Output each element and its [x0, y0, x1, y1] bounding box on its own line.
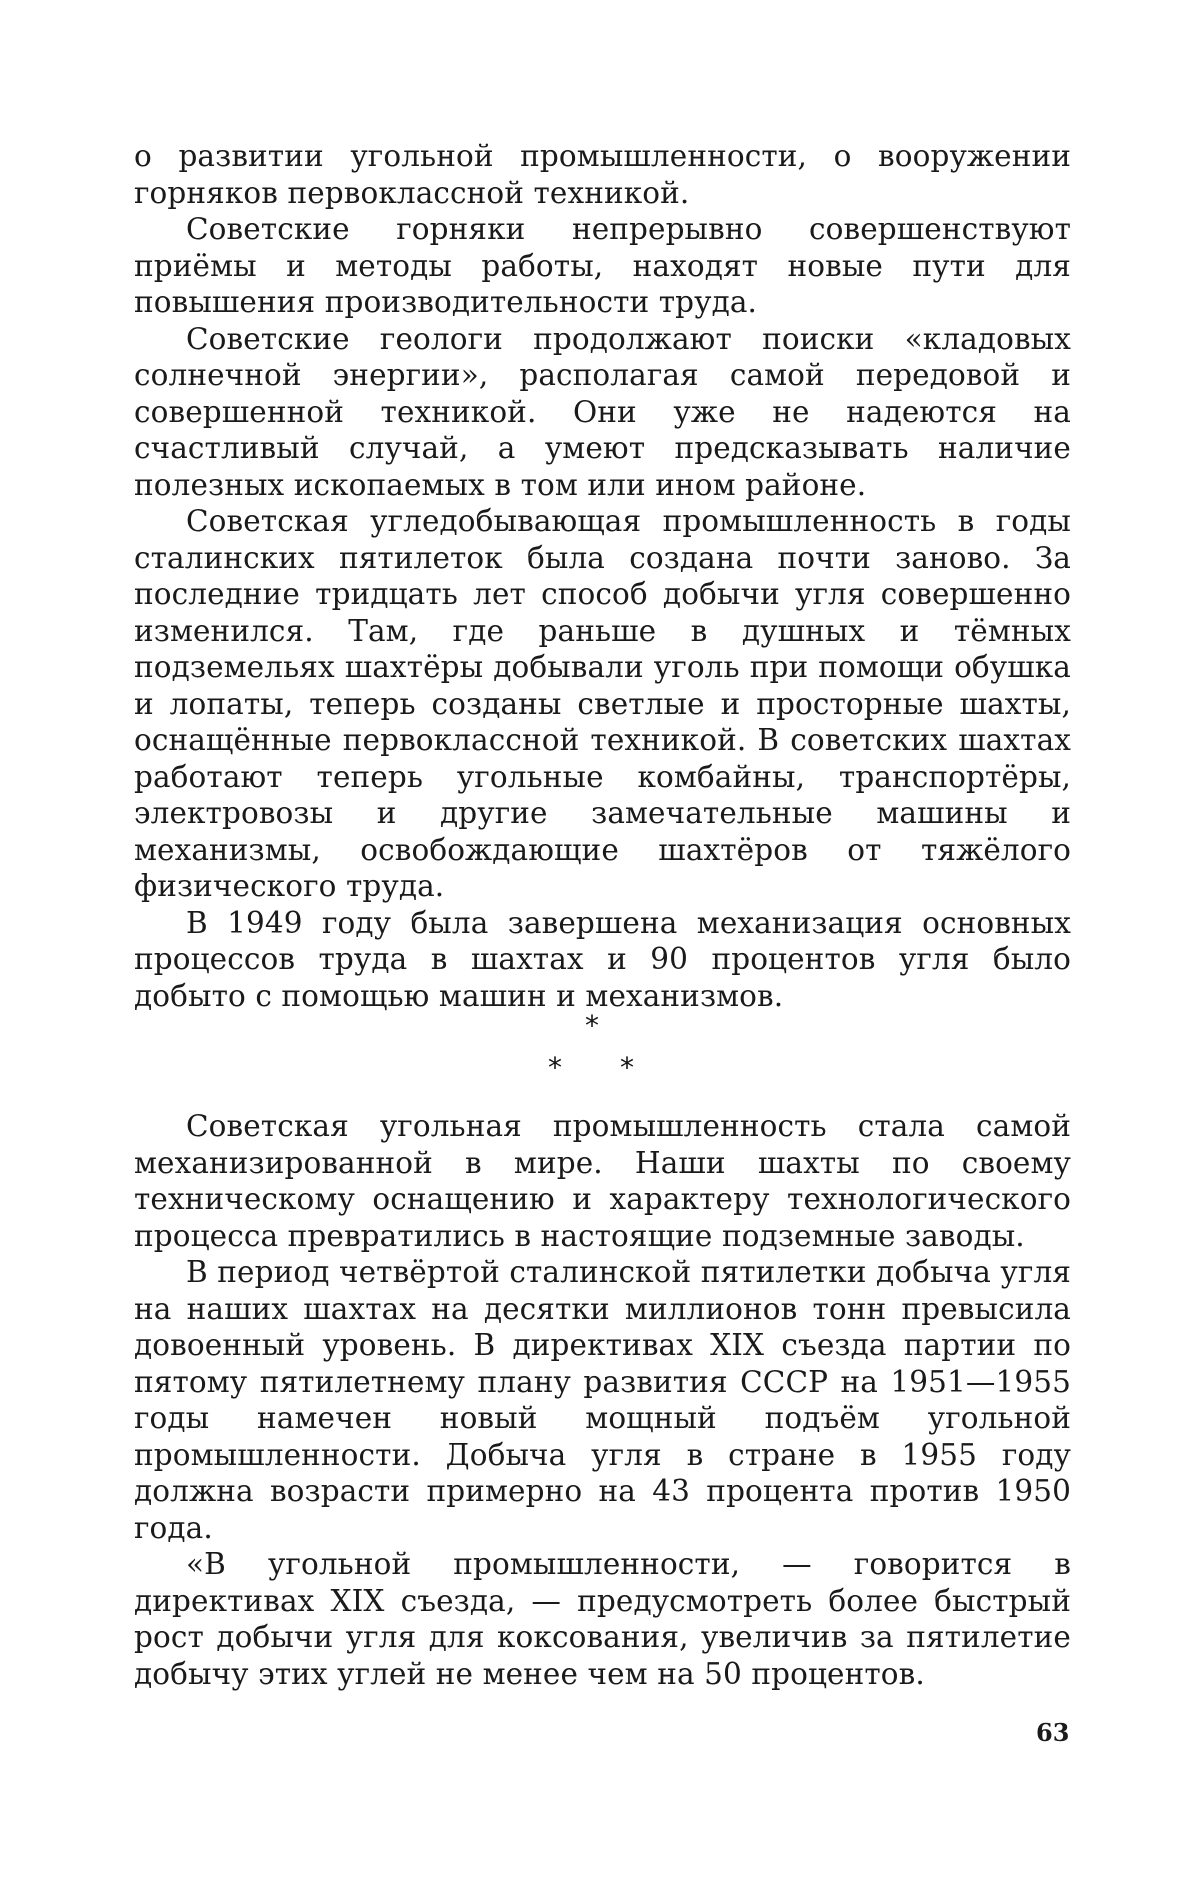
paragraph-most-mechanized: Советская угольная промышленность стала самой механизированной в мире. Наши шахты по своему техническому оснащению и характеру технологического процесса превратились в настоящие подземные заводы.: [134, 1108, 1071, 1254]
paragraph-congress-directive-quote: «В угольной промышленности, — говорится в директивах XIX съезда, — предусмотреть более быстрый рост добычи угля для коксования, увеличив за пятилетие добычу этих углей не менее чем на 50 процентов.: [134, 1546, 1071, 1692]
text-section-bottom: [134, 1108, 1071, 1692]
separator-star: *: [548, 1054, 562, 1082]
paragraph-fourth-five-year-plan: В период четвёртой сталинской пятилетки добыча угля на наших шахтах на десятки миллионов тонн превысила довоенный уровень. В директивах XIX съезда партии по пятому пятилетнему плану развития СССР на 1951—1955 годы намечен новый мощный подъём угольной промышленности. Добыча угля в стране в 1955 году должна возрасти примерно на 43 процента против 1950 года.: [134, 1254, 1071, 1546]
paragraph-mechanization-1949: В 1949 году была завершена механизация основных процессов труда в шахтах и 90 процентов угля было добыто с помощью машин и механизмов.: [134, 905, 1071, 1015]
page-number: 63: [1036, 1718, 1069, 1747]
text-section-top: [134, 138, 1071, 1014]
paragraph-miners: Советские горняки непрерывно совершенствуют приёмы и методы работы, находят новые пути для повышения производительности труда.: [134, 211, 1071, 321]
separator-star: *: [585, 1012, 599, 1040]
book-page: [0, 0, 1200, 1880]
paragraph-continuation: о развитии угольной промышленности, о вооружении горняков первоклассной техникой.: [134, 138, 1071, 211]
section-separator-asterism: [520, 1012, 680, 1102]
separator-star: *: [620, 1054, 634, 1082]
paragraph-coal-industry: Советская угледобывающая промышленность в годы сталинских пятилеток была создана почти заново. За последние тридцать лет способ добычи угля совершенно изменился. Там, где раньше в душных и тёмных подземельях шахтёры добывали уголь при помощи обушка и лопаты, теперь созданы светлые и просторные шахты, оснащённые первоклассной техникой. В советских шахтах работают теперь угольные комбайны, транспортёры, электровозы и другие замечательные машины и механизмы, освобождающие шахтёров от тяжёлого физического труда.: [134, 503, 1071, 905]
paragraph-geologists: Советские геологи продолжают поиски «кладовых солнечной энергии», располагая самой передовой и совершенной техникой. Они уже не надеются на счастливый случай, а умеют предсказывать наличие полезных ископаемых в том или ином районе.: [134, 321, 1071, 504]
